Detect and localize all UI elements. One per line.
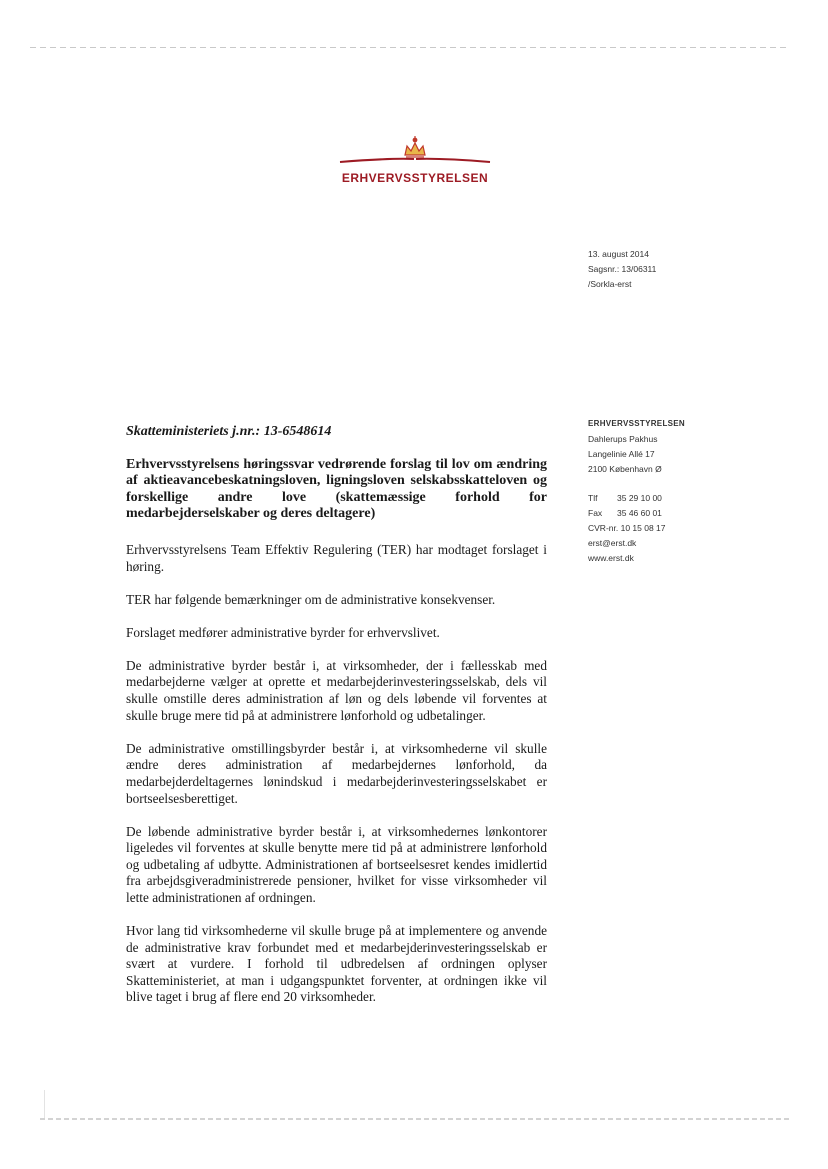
sender-block [588, 416, 738, 566]
address-line: 2100 København Ø [588, 464, 662, 474]
web-link[interactable]: www.erst.dk [588, 553, 634, 563]
address-line: Dahlerups Pakhus [588, 434, 658, 444]
paragraph: Erhvervsstyrelsens Team Effektiv Regulering (TER) har modtaget forslaget i høring. [126, 541, 547, 574]
case-number: Sagsnr.: 13/06311 [588, 264, 657, 274]
scan-artifact-edge [44, 1090, 45, 1120]
address-line: Langelinie Allé 17 [588, 449, 655, 459]
scan-artifact-top [30, 47, 790, 48]
phone-label: Tlf [588, 493, 598, 503]
fax-row [588, 506, 738, 521]
fax-label: Fax [588, 508, 603, 518]
paragraph: Hvor lang tid virksomhederne vil skulle bruge på at implementere og anvende de administrative krav forbundet med et medarbejderinvesteringsselskab er svært at vurdere. I forhold til udbredelsen af ordningen oplyser Skatteministeriet, at man i udgangspunktet forventer, at ordningen ikke vil blive taget i brug af flere end 20 virksomheder. [126, 923, 547, 1005]
paragraph: De administrative byrder består i, at virksomheder, der i fællesskab med medarbejderne vælger at oprette et medarbejderinvesteringsselskab, dels vil skulle omstille deres administration af løn og dels løbende vil forventes at skulle bruge mere tid på at administrere lønforhold og udbetalinger. [126, 657, 547, 723]
initials: /Sorkla-erst [588, 279, 632, 289]
letterhead-logo [330, 133, 500, 193]
reference-number: Skatteministeriets j.nr.: 13-6548614 [126, 424, 332, 439]
paragraph: De løbende administrative byrder består i, at virksomhedernes lønkontorer ligeledes vil forventes at skulle benytte mere tid på at administrere lønforhold og udbetaling af udbytte. Administrationen af bortseelsesret kendes imidlertid fra arbejdsgiveradministrerede pensioner, hvilket for visse virksomheder vil lette administrationen af ordningen. [126, 823, 547, 905]
letterhead-org-name: ERHVERVSSTYRELSEN [341, 171, 489, 185]
email-link[interactable]: erst@erst.dk [588, 538, 637, 548]
letter-body [126, 424, 547, 1023]
phone-value: 35 29 10 00 [617, 493, 662, 503]
cvr-number: CVR-nr. 10 15 08 17 [588, 523, 666, 533]
crown-icon [330, 133, 500, 173]
letter-subject: Erhvervsstyrelsens høringssvar vedrørende forslag til lov om ændring af aktieavancebeskatningsloven, ligningsloven selskabsskatteloven og forskellige andre love (skattemæssige forhold for medarbejderselskaber og deres deltagere) [126, 456, 547, 522]
paragraph: Forslaget medfører administrative byrder for erhvervslivet. [126, 624, 440, 640]
document-meta [588, 247, 656, 292]
letter-date: 13. august 2014 [588, 249, 649, 259]
scan-artifact-bottom [40, 1118, 790, 1120]
sender-org: ERHVERVSSTYRELSEN [588, 419, 685, 428]
paragraph: De administrative omstillingsbyrder består i, at virksomhederne vil skulle ændre deres administration af medarbejdernes lønforhold, da medarbejderdeltagernes lønindskud i medarbejderinvesteringsselskabet er bortseelsesberettiget. [126, 740, 547, 806]
phone-row [588, 491, 738, 506]
paragraph: TER har følgende bemærkninger om de administrative konsekvenser. [126, 591, 496, 607]
fax-value: 35 46 60 01 [617, 508, 662, 518]
